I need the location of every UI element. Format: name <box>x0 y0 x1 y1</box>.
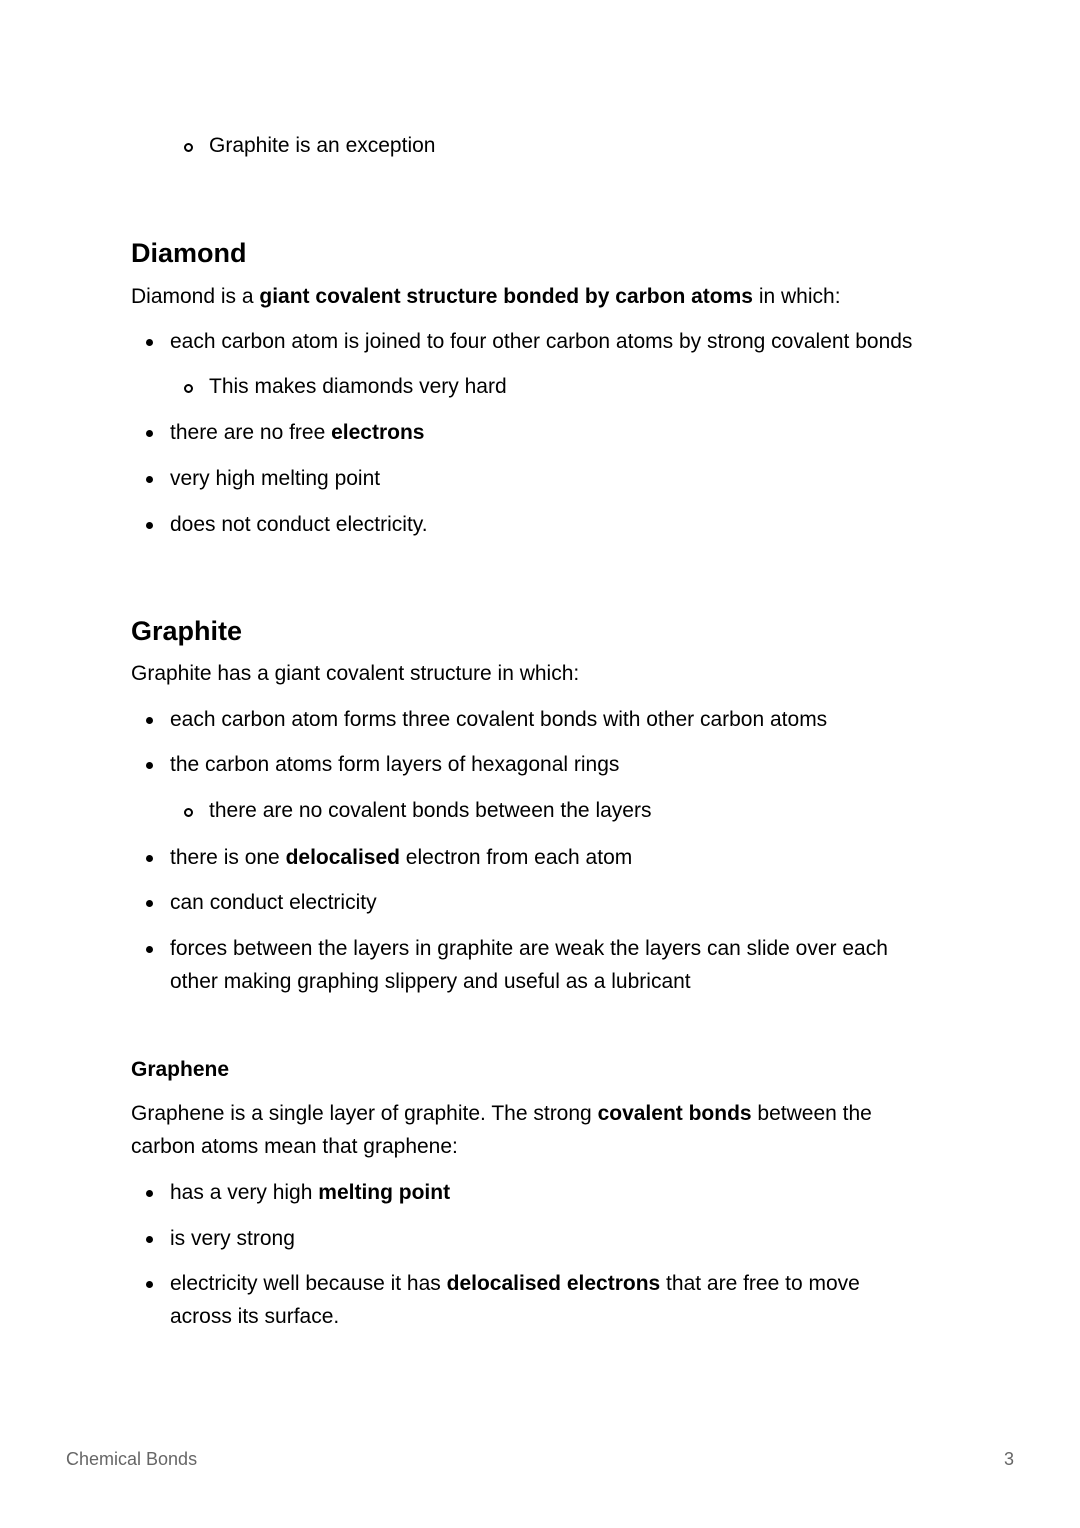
list-item: each carbon atom is joined to four other carbon atoms by strong covalent bonds <box>170 330 913 353</box>
list-item: is very strong <box>170 1227 295 1250</box>
list-item: can conduct electricity <box>170 891 377 914</box>
list-item: there are no covalent bonds between the layers <box>209 799 652 822</box>
bullet-marker <box>146 762 153 769</box>
bullet-marker <box>146 946 153 953</box>
list-item: the carbon atoms form layers of hexagonal rings <box>170 753 620 776</box>
footer-title: Chemical Bonds <box>66 1449 198 1469</box>
sub-bullet-marker <box>184 143 193 152</box>
list-item: there is one delocalised electron from each atom <box>170 846 633 869</box>
bullet-marker <box>146 717 153 724</box>
section-heading-graphite: Graphite <box>131 616 243 646</box>
bullet-marker <box>146 1236 153 1243</box>
bullet-marker <box>146 476 153 483</box>
list-item: there are no free electrons <box>170 421 425 444</box>
bullet-marker <box>146 339 153 346</box>
list-item: very high melting point <box>170 467 381 490</box>
list-item-continuation: across its surface. <box>170 1305 340 1328</box>
bullet-marker <box>146 1190 153 1197</box>
paragraph: Diamond is a giant covalent structure bonded by carbon atoms in which: <box>131 285 841 308</box>
sub-bullet-marker <box>184 384 193 393</box>
page-number: 3 <box>1004 1449 1015 1469</box>
bullet-marker <box>146 855 153 862</box>
bullet-marker <box>146 522 153 529</box>
list-item: forces between the layers in graphite are weak the layers can slide over each <box>170 937 888 960</box>
list-item: has a very high melting point <box>170 1181 451 1204</box>
list-item: electricity well because it has delocalised electrons that are free to move <box>170 1272 860 1295</box>
list-item: This makes diamonds very hard <box>209 375 507 398</box>
bullet-marker <box>146 1281 153 1288</box>
list-item: Graphite is an exception <box>209 134 436 157</box>
sub-bullet-marker <box>184 808 193 817</box>
paragraph: Graphite has a giant covalent structure in which: <box>131 662 580 685</box>
bullet-marker <box>146 900 153 907</box>
list-item: does not conduct electricity. <box>170 513 428 536</box>
section-heading-diamond: Diamond <box>131 238 247 268</box>
paragraph-continuation: carbon atoms mean that graphene: <box>131 1135 458 1158</box>
section-heading-graphene: Graphene <box>131 1058 230 1081</box>
paragraph: Graphene is a single layer of graphite. The strong covalent bonds between the <box>131 1102 872 1125</box>
list-item-continuation: other making graphing slippery and useful as a lubricant <box>170 970 691 993</box>
bullet-marker <box>146 430 153 437</box>
list-item: each carbon atom forms three covalent bonds with other carbon atoms <box>170 708 828 731</box>
